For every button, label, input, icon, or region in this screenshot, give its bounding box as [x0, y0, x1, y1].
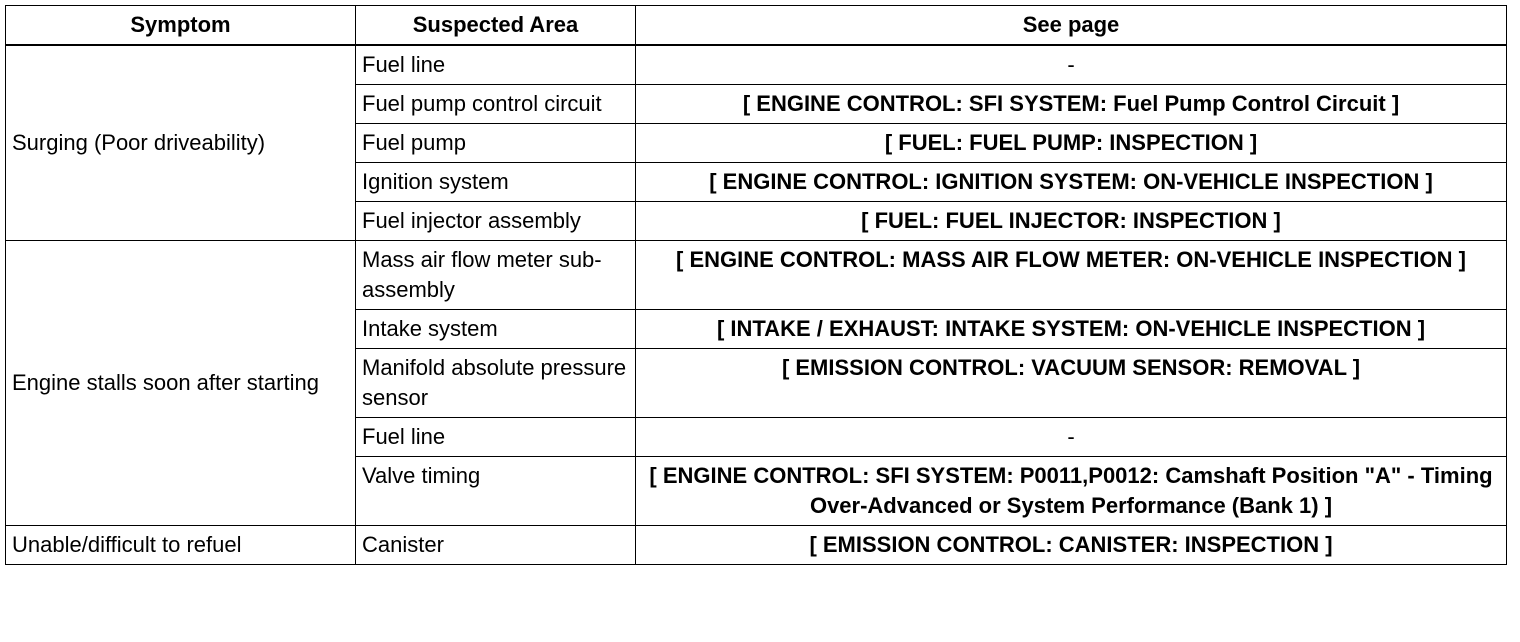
table-row — [6, 45, 1507, 85]
header-row — [6, 6, 1507, 46]
see-page-link[interactable]: [ ENGINE CONTROL: SFI SYSTEM: Fuel Pump Control Circuit ] — [636, 85, 1507, 124]
troubleshooting-table — [5, 5, 1507, 565]
suspected-area-cell: Ignition system — [356, 163, 636, 202]
suspected-area-cell: Valve timing — [356, 457, 636, 526]
see-page-link[interactable]: [ ENGINE CONTROL: SFI SYSTEM: P0011,P0012: Camshaft Position "A" - Timing Over-Advanced or System Performance (Bank 1) ] — [636, 457, 1507, 526]
symptom-cell: Unable/difficult to refuel — [6, 526, 356, 565]
see-page-link[interactable]: [ FUEL: FUEL INJECTOR: INSPECTION ] — [636, 202, 1507, 241]
see-page-link[interactable]: [ INTAKE / EXHAUST: INTAKE SYSTEM: ON-VEHICLE INSPECTION ] — [636, 310, 1507, 349]
see-page-cell: - — [636, 418, 1507, 457]
see-page-link[interactable]: [ EMISSION CONTROL: VACUUM SENSOR: REMOVAL ] — [636, 349, 1507, 418]
suspected-area-cell: Fuel line — [356, 45, 636, 85]
header-see-page: See page — [636, 6, 1507, 46]
see-page-cell: - — [636, 45, 1507, 85]
table-row — [6, 241, 1507, 310]
symptom-cell: Surging (Poor driveability) — [6, 45, 356, 241]
suspected-area-cell: Fuel line — [356, 418, 636, 457]
suspected-area-cell: Mass air flow meter sub-assembly — [356, 241, 636, 310]
suspected-area-cell: Intake system — [356, 310, 636, 349]
header-symptom: Symptom — [6, 6, 356, 46]
suspected-area-cell: Canister — [356, 526, 636, 565]
see-page-link[interactable]: [ ENGINE CONTROL: MASS AIR FLOW METER: ON-VEHICLE INSPECTION ] — [636, 241, 1507, 310]
suspected-area-cell: Fuel pump control circuit — [356, 85, 636, 124]
suspected-area-cell: Fuel injector assembly — [356, 202, 636, 241]
header-suspected-area: Suspected Area — [356, 6, 636, 46]
table-row — [6, 526, 1507, 565]
see-page-link[interactable]: [ ENGINE CONTROL: IGNITION SYSTEM: ON-VEHICLE INSPECTION ] — [636, 163, 1507, 202]
see-page-link[interactable]: [ EMISSION CONTROL: CANISTER: INSPECTION ] — [636, 526, 1507, 565]
suspected-area-cell: Fuel pump — [356, 124, 636, 163]
symptom-cell: Engine stalls soon after starting — [6, 241, 356, 526]
suspected-area-cell: Manifold absolute pressure sensor — [356, 349, 636, 418]
see-page-link[interactable]: [ FUEL: FUEL PUMP: INSPECTION ] — [636, 124, 1507, 163]
